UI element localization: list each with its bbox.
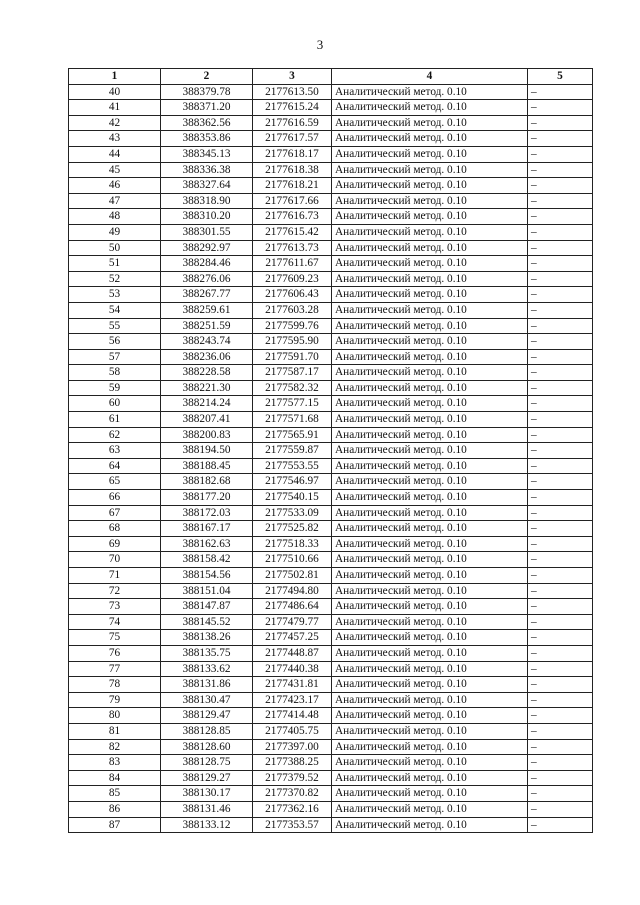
y-coordinate-cell: 2177388.25 [253, 755, 332, 771]
y-coordinate-cell: 2177397.00 [253, 739, 332, 755]
y-coordinate-cell: 2177502.81 [253, 568, 332, 584]
table-row [69, 568, 593, 584]
x-coordinate-cell: 388228.58 [161, 365, 253, 381]
point-number-cell: 67 [69, 505, 161, 521]
note-cell: – [528, 708, 593, 724]
point-number-cell: 78 [69, 677, 161, 693]
note-cell: – [528, 661, 593, 677]
x-coordinate-cell: 388379.78 [161, 84, 253, 100]
x-coordinate-cell: 388194.50 [161, 443, 253, 459]
point-number-cell: 54 [69, 302, 161, 318]
method-accuracy-cell: Аналитический метод. 0.10 [332, 630, 528, 646]
y-coordinate-cell: 2177486.64 [253, 599, 332, 615]
method-accuracy-cell: Аналитический метод. 0.10 [332, 505, 528, 521]
method-accuracy-cell: Аналитический метод. 0.10 [332, 146, 528, 162]
x-coordinate-cell: 388129.47 [161, 708, 253, 724]
point-number-cell: 61 [69, 412, 161, 428]
x-coordinate-cell: 388154.56 [161, 568, 253, 584]
table-row [69, 240, 593, 256]
table-row [69, 302, 593, 318]
note-cell: – [528, 723, 593, 739]
point-number-cell: 60 [69, 396, 161, 412]
point-number-cell: 66 [69, 490, 161, 506]
point-number-cell: 46 [69, 178, 161, 194]
table-row [69, 801, 593, 817]
x-coordinate-cell: 388345.13 [161, 146, 253, 162]
table-row [69, 770, 593, 786]
method-accuracy-cell: Аналитический метод. 0.10 [332, 380, 528, 396]
x-coordinate-cell: 388151.04 [161, 583, 253, 599]
y-coordinate-cell: 2177533.09 [253, 505, 332, 521]
y-coordinate-cell: 2177405.75 [253, 723, 332, 739]
x-coordinate-cell: 388131.86 [161, 677, 253, 693]
point-number-cell: 63 [69, 443, 161, 459]
note-cell: – [528, 224, 593, 240]
y-coordinate-cell: 2177423.17 [253, 692, 332, 708]
table-row [69, 115, 593, 131]
method-accuracy-cell: Аналитический метод. 0.10 [332, 677, 528, 693]
method-accuracy-cell: Аналитический метод. 0.10 [332, 599, 528, 615]
table-row [69, 193, 593, 209]
note-cell: – [528, 396, 593, 412]
method-accuracy-cell: Аналитический метод. 0.10 [332, 645, 528, 661]
method-accuracy-cell: Аналитический метод. 0.10 [332, 443, 528, 459]
table-row [69, 131, 593, 147]
point-number-cell: 52 [69, 271, 161, 287]
point-number-cell: 58 [69, 365, 161, 381]
column-header-4: 4 [332, 69, 528, 85]
table-row [69, 614, 593, 630]
table-row [69, 334, 593, 350]
note-cell: – [528, 801, 593, 817]
y-coordinate-cell: 2177606.43 [253, 287, 332, 303]
y-coordinate-cell: 2177582.32 [253, 380, 332, 396]
point-number-cell: 74 [69, 614, 161, 630]
note-cell: – [528, 427, 593, 443]
point-number-cell: 82 [69, 739, 161, 755]
note-cell: – [528, 209, 593, 225]
x-coordinate-cell: 388145.52 [161, 614, 253, 630]
y-coordinate-cell: 2177587.17 [253, 365, 332, 381]
y-coordinate-cell: 2177540.15 [253, 490, 332, 506]
y-coordinate-cell: 2177577.15 [253, 396, 332, 412]
point-number-cell: 85 [69, 786, 161, 802]
method-accuracy-cell: Аналитический метод. 0.10 [332, 334, 528, 350]
column-header-1: 1 [69, 69, 161, 85]
note-cell: – [528, 692, 593, 708]
table-row [69, 458, 593, 474]
method-accuracy-cell: Аналитический метод. 0.10 [332, 115, 528, 131]
x-coordinate-cell: 388131.46 [161, 801, 253, 817]
table-row [69, 474, 593, 490]
table-row [69, 427, 593, 443]
y-coordinate-cell: 2177603.28 [253, 302, 332, 318]
point-number-cell: 77 [69, 661, 161, 677]
x-coordinate-cell: 388362.56 [161, 115, 253, 131]
point-number-cell: 76 [69, 645, 161, 661]
point-number-cell: 86 [69, 801, 161, 817]
table-row [69, 318, 593, 334]
method-accuracy-cell: Аналитический метод. 0.10 [332, 100, 528, 116]
y-coordinate-cell: 2177518.33 [253, 536, 332, 552]
note-cell: – [528, 349, 593, 365]
y-coordinate-cell: 2177618.38 [253, 162, 332, 178]
table-row [69, 178, 593, 194]
x-coordinate-cell: 388200.83 [161, 427, 253, 443]
method-accuracy-cell: Аналитический метод. 0.10 [332, 474, 528, 490]
table-row [69, 380, 593, 396]
method-accuracy-cell: Аналитический метод. 0.10 [332, 692, 528, 708]
y-coordinate-cell: 2177571.68 [253, 412, 332, 428]
point-number-cell: 42 [69, 115, 161, 131]
note-cell: – [528, 614, 593, 630]
note-cell: – [528, 490, 593, 506]
note-cell: – [528, 786, 593, 802]
y-coordinate-cell: 2177599.76 [253, 318, 332, 334]
y-coordinate-cell: 2177510.66 [253, 552, 332, 568]
note-cell: – [528, 552, 593, 568]
y-coordinate-cell: 2177609.23 [253, 271, 332, 287]
x-coordinate-cell: 388167.17 [161, 521, 253, 537]
x-coordinate-cell: 388177.20 [161, 490, 253, 506]
point-number-cell: 71 [69, 568, 161, 584]
y-coordinate-cell: 2177618.17 [253, 146, 332, 162]
x-coordinate-cell: 388207.41 [161, 412, 253, 428]
x-coordinate-cell: 388251.59 [161, 318, 253, 334]
table-row [69, 661, 593, 677]
x-coordinate-cell: 388147.87 [161, 599, 253, 615]
note-cell: – [528, 458, 593, 474]
method-accuracy-cell: Аналитический метод. 0.10 [332, 661, 528, 677]
coordinates-table [68, 68, 593, 833]
note-cell: – [528, 755, 593, 771]
point-number-cell: 56 [69, 334, 161, 350]
y-coordinate-cell: 2177613.73 [253, 240, 332, 256]
y-coordinate-cell: 2177559.87 [253, 443, 332, 459]
method-accuracy-cell: Аналитический метод. 0.10 [332, 287, 528, 303]
y-coordinate-cell: 2177591.70 [253, 349, 332, 365]
method-accuracy-cell: Аналитический метод. 0.10 [332, 801, 528, 817]
note-cell: – [528, 583, 593, 599]
point-number-cell: 44 [69, 146, 161, 162]
note-cell: – [528, 271, 593, 287]
note-cell: – [528, 817, 593, 833]
point-number-cell: 53 [69, 287, 161, 303]
x-coordinate-cell: 388318.90 [161, 193, 253, 209]
point-number-cell: 75 [69, 630, 161, 646]
method-accuracy-cell: Аналитический метод. 0.10 [332, 708, 528, 724]
y-coordinate-cell: 2177611.67 [253, 256, 332, 272]
page-number: 3 [316, 37, 324, 52]
table-header-row [69, 69, 593, 85]
x-coordinate-cell: 388284.46 [161, 256, 253, 272]
y-coordinate-cell: 2177616.73 [253, 209, 332, 225]
y-coordinate-cell: 2177479.77 [253, 614, 332, 630]
note-cell: – [528, 287, 593, 303]
x-coordinate-cell: 388292.97 [161, 240, 253, 256]
point-number-cell: 41 [69, 100, 161, 116]
method-accuracy-cell: Аналитический метод. 0.10 [332, 552, 528, 568]
x-coordinate-cell: 388327.64 [161, 178, 253, 194]
table-row [69, 146, 593, 162]
method-accuracy-cell: Аналитический метод. 0.10 [332, 224, 528, 240]
note-cell: – [528, 474, 593, 490]
table-row [69, 817, 593, 833]
point-number-cell: 64 [69, 458, 161, 474]
y-coordinate-cell: 2177525.82 [253, 521, 332, 537]
method-accuracy-cell: Аналитический метод. 0.10 [332, 755, 528, 771]
y-coordinate-cell: 2177565.91 [253, 427, 332, 443]
note-cell: – [528, 521, 593, 537]
x-coordinate-cell: 388267.77 [161, 287, 253, 303]
method-accuracy-cell: Аналитический метод. 0.10 [332, 162, 528, 178]
table-row [69, 287, 593, 303]
table-row [69, 396, 593, 412]
x-coordinate-cell: 388133.62 [161, 661, 253, 677]
x-coordinate-cell: 388138.26 [161, 630, 253, 646]
method-accuracy-cell: Аналитический метод. 0.10 [332, 490, 528, 506]
table-row [69, 536, 593, 552]
x-coordinate-cell: 388243.74 [161, 334, 253, 350]
y-coordinate-cell: 2177595.90 [253, 334, 332, 350]
method-accuracy-cell: Аналитический метод. 0.10 [332, 365, 528, 381]
note-cell: – [528, 505, 593, 521]
y-coordinate-cell: 2177494.80 [253, 583, 332, 599]
y-coordinate-cell: 2177613.50 [253, 84, 332, 100]
note-cell: – [528, 334, 593, 350]
x-coordinate-cell: 388336.38 [161, 162, 253, 178]
table-row [69, 443, 593, 459]
point-number-cell: 68 [69, 521, 161, 537]
x-coordinate-cell: 388162.63 [161, 536, 253, 552]
table-row [69, 100, 593, 116]
x-coordinate-cell: 388188.45 [161, 458, 253, 474]
x-coordinate-cell: 388182.68 [161, 474, 253, 490]
method-accuracy-cell: Аналитический метод. 0.10 [332, 739, 528, 755]
x-coordinate-cell: 388129.27 [161, 770, 253, 786]
note-cell: – [528, 770, 593, 786]
table-row [69, 271, 593, 287]
x-coordinate-cell: 388214.24 [161, 396, 253, 412]
method-accuracy-cell: Аналитический метод. 0.10 [332, 817, 528, 833]
method-accuracy-cell: Аналитический метод. 0.10 [332, 209, 528, 225]
method-accuracy-cell: Аналитический метод. 0.10 [332, 193, 528, 209]
note-cell: – [528, 630, 593, 646]
point-number-cell: 73 [69, 599, 161, 615]
x-coordinate-cell: 388130.17 [161, 786, 253, 802]
y-coordinate-cell: 2177615.42 [253, 224, 332, 240]
x-coordinate-cell: 388371.20 [161, 100, 253, 116]
y-coordinate-cell: 2177546.97 [253, 474, 332, 490]
note-cell: – [528, 568, 593, 584]
y-coordinate-cell: 2177617.57 [253, 131, 332, 147]
point-number-cell: 51 [69, 256, 161, 272]
method-accuracy-cell: Аналитический метод. 0.10 [332, 723, 528, 739]
table-row [69, 256, 593, 272]
point-number-cell: 57 [69, 349, 161, 365]
column-header-5: 5 [528, 69, 593, 85]
method-accuracy-cell: Аналитический метод. 0.10 [332, 178, 528, 194]
point-number-cell: 80 [69, 708, 161, 724]
method-accuracy-cell: Аналитический метод. 0.10 [332, 786, 528, 802]
table-row [69, 209, 593, 225]
table-row [69, 708, 593, 724]
table-body [69, 84, 593, 833]
x-coordinate-cell: 388310.20 [161, 209, 253, 225]
method-accuracy-cell: Аналитический метод. 0.10 [332, 256, 528, 272]
y-coordinate-cell: 2177616.59 [253, 115, 332, 131]
point-number-cell: 79 [69, 692, 161, 708]
note-cell: – [528, 131, 593, 147]
point-number-cell: 55 [69, 318, 161, 334]
table-row [69, 84, 593, 100]
x-coordinate-cell: 388158.42 [161, 552, 253, 568]
method-accuracy-cell: Аналитический метод. 0.10 [332, 568, 528, 584]
method-accuracy-cell: Аналитический метод. 0.10 [332, 271, 528, 287]
point-number-cell: 45 [69, 162, 161, 178]
point-number-cell: 70 [69, 552, 161, 568]
table-row [69, 677, 593, 693]
method-accuracy-cell: Аналитический метод. 0.10 [332, 583, 528, 599]
note-cell: – [528, 256, 593, 272]
note-cell: – [528, 193, 593, 209]
point-number-cell: 59 [69, 380, 161, 396]
column-header-3: 3 [253, 69, 332, 85]
point-number-cell: 40 [69, 84, 161, 100]
table-row [69, 505, 593, 521]
table-row [69, 755, 593, 771]
y-coordinate-cell: 2177362.16 [253, 801, 332, 817]
y-coordinate-cell: 2177353.57 [253, 817, 332, 833]
method-accuracy-cell: Аналитический метод. 0.10 [332, 131, 528, 147]
point-number-cell: 83 [69, 755, 161, 771]
x-coordinate-cell: 388301.55 [161, 224, 253, 240]
table-row [69, 692, 593, 708]
x-coordinate-cell: 388133.12 [161, 817, 253, 833]
point-number-cell: 62 [69, 427, 161, 443]
table-row [69, 583, 593, 599]
table-row [69, 349, 593, 365]
x-coordinate-cell: 388128.75 [161, 755, 253, 771]
method-accuracy-cell: Аналитический метод. 0.10 [332, 84, 528, 100]
method-accuracy-cell: Аналитический метод. 0.10 [332, 521, 528, 537]
method-accuracy-cell: Аналитический метод. 0.10 [332, 770, 528, 786]
x-coordinate-cell: 388128.60 [161, 739, 253, 755]
y-coordinate-cell: 2177440.38 [253, 661, 332, 677]
note-cell: – [528, 645, 593, 661]
point-number-cell: 43 [69, 131, 161, 147]
method-accuracy-cell: Аналитический метод. 0.10 [332, 396, 528, 412]
table-row [69, 645, 593, 661]
method-accuracy-cell: Аналитический метод. 0.10 [332, 240, 528, 256]
x-coordinate-cell: 388236.06 [161, 349, 253, 365]
point-number-cell: 84 [69, 770, 161, 786]
note-cell: – [528, 443, 593, 459]
y-coordinate-cell: 2177379.52 [253, 770, 332, 786]
x-coordinate-cell: 388221.30 [161, 380, 253, 396]
x-coordinate-cell: 388276.06 [161, 271, 253, 287]
y-coordinate-cell: 2177431.81 [253, 677, 332, 693]
point-number-cell: 81 [69, 723, 161, 739]
table-row [69, 630, 593, 646]
y-coordinate-cell: 2177618.21 [253, 178, 332, 194]
method-accuracy-cell: Аналитический метод. 0.10 [332, 458, 528, 474]
table-row [69, 723, 593, 739]
point-number-cell: 87 [69, 817, 161, 833]
point-number-cell: 47 [69, 193, 161, 209]
table-row [69, 552, 593, 568]
method-accuracy-cell: Аналитический метод. 0.10 [332, 536, 528, 552]
note-cell: – [528, 677, 593, 693]
point-number-cell: 50 [69, 240, 161, 256]
method-accuracy-cell: Аналитический метод. 0.10 [332, 427, 528, 443]
x-coordinate-cell: 388128.85 [161, 723, 253, 739]
point-number-cell: 69 [69, 536, 161, 552]
note-cell: – [528, 240, 593, 256]
method-accuracy-cell: Аналитический метод. 0.10 [332, 614, 528, 630]
y-coordinate-cell: 2177553.55 [253, 458, 332, 474]
note-cell: – [528, 100, 593, 116]
table-row [69, 224, 593, 240]
method-accuracy-cell: Аналитический метод. 0.10 [332, 302, 528, 318]
table-row [69, 521, 593, 537]
y-coordinate-cell: 2177370.82 [253, 786, 332, 802]
x-coordinate-cell: 388172.03 [161, 505, 253, 521]
note-cell: – [528, 302, 593, 318]
note-cell: – [528, 365, 593, 381]
y-coordinate-cell: 2177457.25 [253, 630, 332, 646]
y-coordinate-cell: 2177448.87 [253, 645, 332, 661]
table-row [69, 365, 593, 381]
table-row [69, 412, 593, 428]
table-row [69, 786, 593, 802]
point-number-cell: 49 [69, 224, 161, 240]
note-cell: – [528, 115, 593, 131]
y-coordinate-cell: 2177414.48 [253, 708, 332, 724]
point-number-cell: 72 [69, 583, 161, 599]
note-cell: – [528, 84, 593, 100]
column-header-2: 2 [161, 69, 253, 85]
method-accuracy-cell: Аналитический метод. 0.10 [332, 318, 528, 334]
point-number-cell: 48 [69, 209, 161, 225]
note-cell: – [528, 146, 593, 162]
table-row [69, 490, 593, 506]
x-coordinate-cell: 388353.86 [161, 131, 253, 147]
note-cell: – [528, 318, 593, 334]
x-coordinate-cell: 388135.75 [161, 645, 253, 661]
note-cell: – [528, 599, 593, 615]
method-accuracy-cell: Аналитический метод. 0.10 [332, 349, 528, 365]
note-cell: – [528, 739, 593, 755]
point-number-cell: 65 [69, 474, 161, 490]
method-accuracy-cell: Аналитический метод. 0.10 [332, 412, 528, 428]
note-cell: – [528, 162, 593, 178]
y-coordinate-cell: 2177615.24 [253, 100, 332, 116]
x-coordinate-cell: 388259.61 [161, 302, 253, 318]
table-row [69, 162, 593, 178]
note-cell: – [528, 536, 593, 552]
note-cell: – [528, 412, 593, 428]
y-coordinate-cell: 2177617.66 [253, 193, 332, 209]
table-row [69, 599, 593, 615]
x-coordinate-cell: 388130.47 [161, 692, 253, 708]
note-cell: – [528, 380, 593, 396]
table-row [69, 739, 593, 755]
note-cell: – [528, 178, 593, 194]
